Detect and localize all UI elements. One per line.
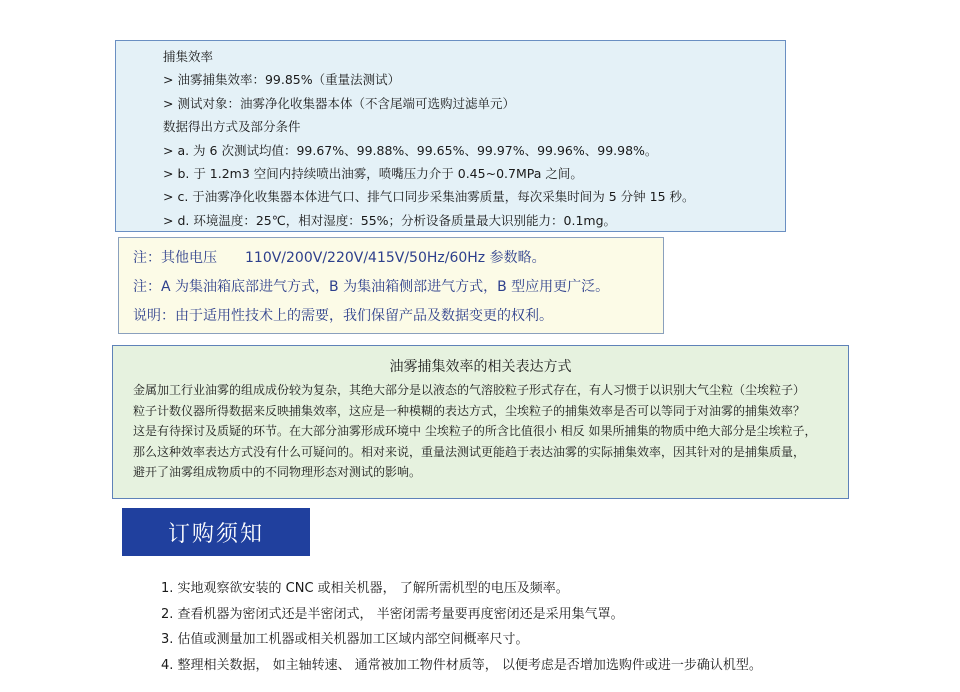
order-item: 2. 查看机器为密闭式还是半密闭式， 半密闭需考量要再度密闭还是采用集气罩。	[161, 606, 624, 622]
condition-line: > c. 于油雾净化收集器本体进气口、排气口同步采集油雾质量，每次采集时间为 5 分钟 15 秒。	[163, 189, 695, 205]
condition-line: > b. 于 1.2m3 空间内持续喷出油雾，喷嘴压力介于 0.45~0.7MPa 之间。	[163, 166, 583, 182]
condition-line: > d. 环境温度：25℃，相对湿度：55%；分析设备质量最大识别能力：0.1mg。	[163, 212, 617, 228]
expression-line: 这是有待探讨及质疑的环节。在大部分油雾形成环境中 尘埃粒子的所含比值很小 相反 如果所捕集的物质中绝大部分是尘埃粒子，	[133, 424, 817, 439]
note-line: 说明：由于适用性技术上的需要，我们保留产品及数据变更的权利。	[133, 308, 553, 324]
efficiency-line: > 油雾捕集效率：99.85%（重量法测试）	[163, 72, 401, 88]
order-item: 1. 实地观察欲安装的 CNC 或相关机器， 了解所需机型的电压及频率。	[161, 581, 569, 596]
expression-title: 油雾捕集效率的相关表达方式	[389, 359, 572, 375]
efficiency-line: > 测试对象：油雾净化收集器本体（不含尾端可选购过滤单元）	[163, 95, 515, 111]
order-notice-banner: 订购须知	[122, 508, 310, 556]
expression-line: 避开了油雾组成物质中的不同物理形态对测试的影响。	[133, 465, 422, 480]
efficiency-info-box	[115, 40, 786, 232]
expression-line: 金属加工行业油雾的组成成份较为复杂，其绝大部分是以液态的气溶胶粒子形式存在，有人习惯于以识别大气尘粒（尘埃粒子）	[133, 383, 806, 397]
expression-line: 那么这种效率表达方式没有什么可疑问的。相对来说，重量法测试更能趋于表达油雾的实际捕集效率，因其针对的是捕集质量，	[133, 444, 806, 459]
efficiency-heading: 捕集效率	[163, 49, 214, 64]
expression-line: 粒子计数仪器所得数据来反映捕集效率，这应是一种模糊的表达方式，尘埃粒子的捕集效率是否可以等同于对油雾的捕集效率？	[133, 403, 806, 418]
order-item: 3. 估值或测量加工机器或相关机器加工区域内部空间概率尺寸。	[161, 632, 529, 648]
note-box	[118, 237, 664, 334]
note-line: 注：其他电压 110V/200V/220V/415V/50Hz/60Hz 参数略。	[133, 250, 546, 266]
condition-line: > a. 为 6 次测试均值：99.67%、99.88%、99.65%、99.97%、99.96%、99.98%。	[163, 142, 658, 158]
expression-box	[112, 345, 849, 499]
note-line: 注：A 为集油箱底部进气方式，B 为集油箱侧部进气方式，B 型应用更广泛。	[133, 279, 610, 295]
order-notice-list	[161, 576, 941, 678]
order-item: 4. 整理相关数据， 如主轴转速、 通常被加工物件材质等， 以便考虑是否增加选购件或进一步确认机型。	[161, 657, 762, 673]
conditions-heading: 数据得出方式及部分条件	[163, 119, 301, 135]
